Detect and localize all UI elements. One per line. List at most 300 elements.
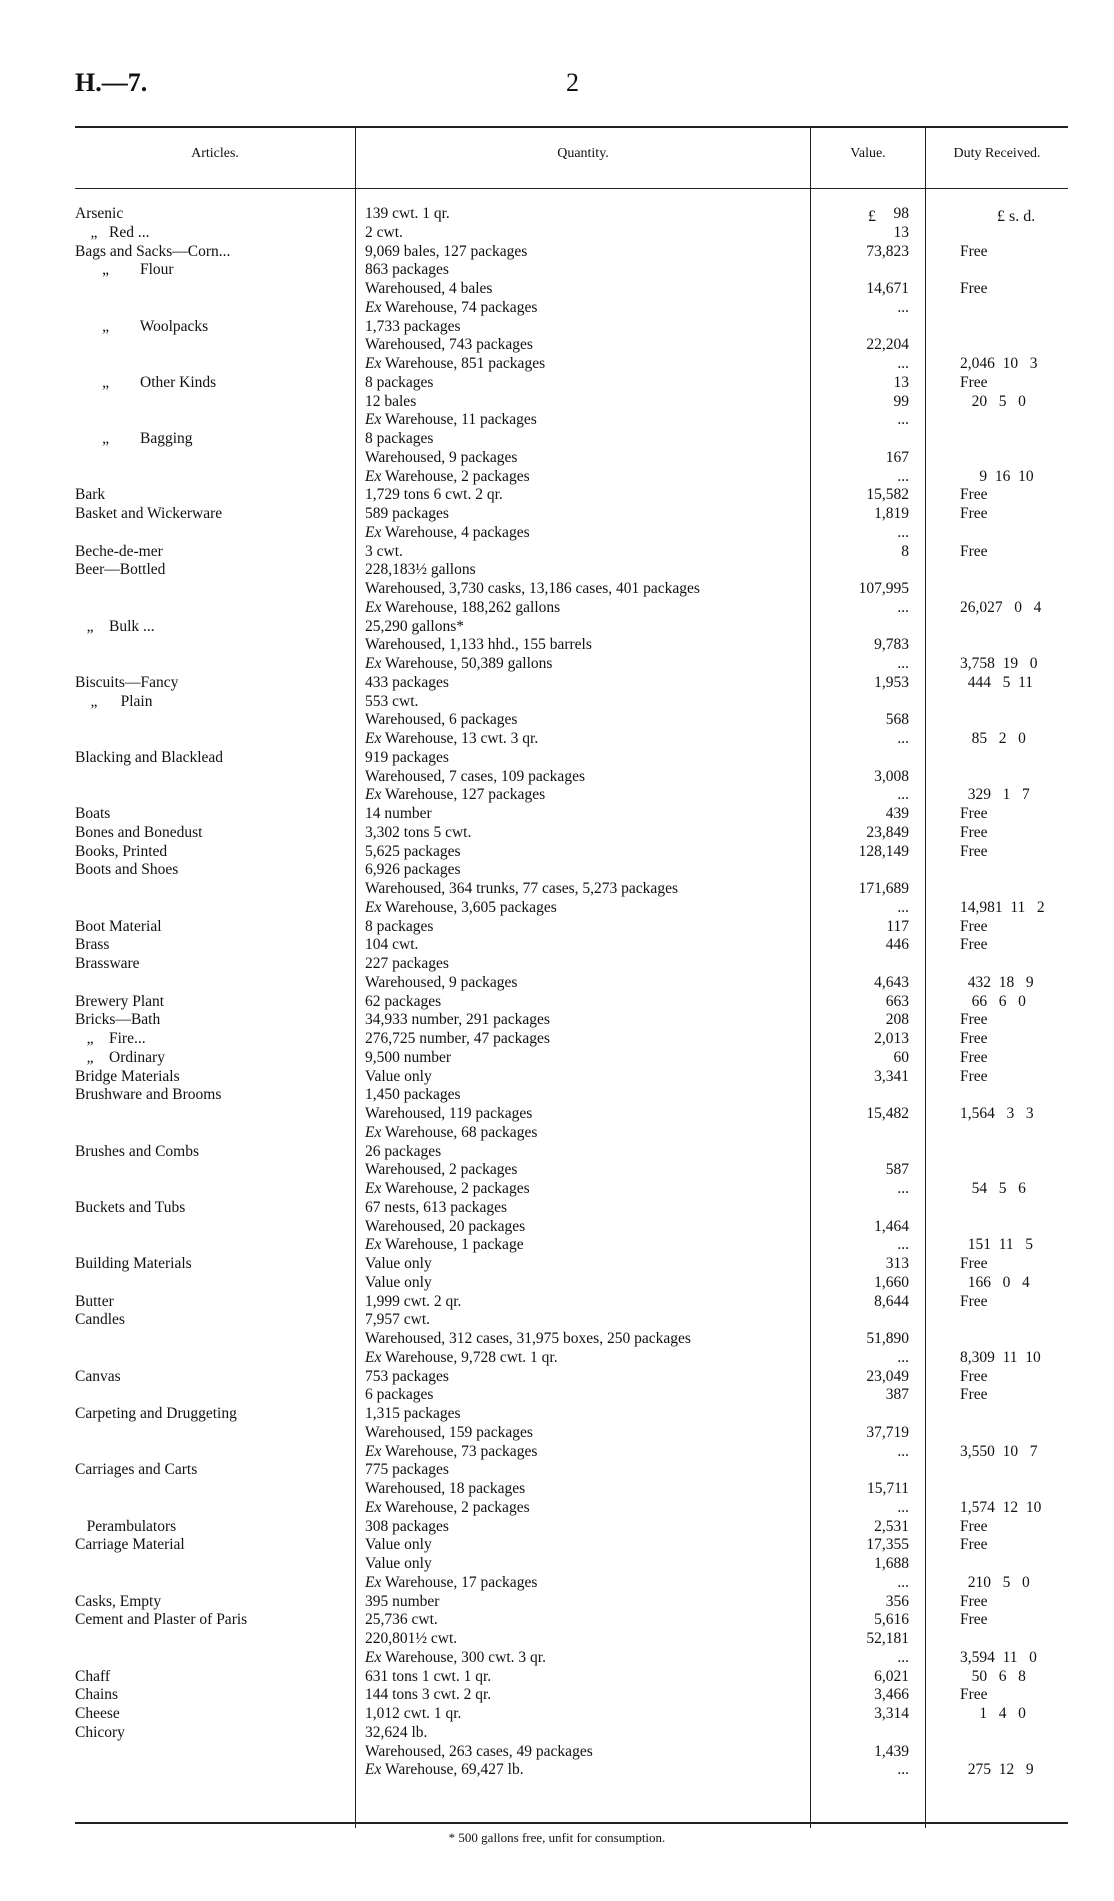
quantity-cell: 589 packages <box>365 505 449 522</box>
table-row <box>0 824 1114 843</box>
value-cell: 22,204 <box>866 336 909 354</box>
quantity-cell: Ex Warehouse, 188,262 gallons <box>365 598 561 616</box>
value-cell: 13 <box>893 223 909 241</box>
quantity-cell: Ex Warehouse, 2 packages <box>365 1498 530 1516</box>
quantity-cell: 1,999 cwt. 2 qr. <box>365 1292 462 1310</box>
quantity-cell: 220,801½ cwt. <box>365 1630 458 1647</box>
article-cell: „ Other Kinds <box>75 373 217 391</box>
duty-cell: Free <box>960 542 988 560</box>
top-rule <box>75 126 1068 128</box>
value-cell: 1,464 <box>874 1217 909 1235</box>
value-cell: 98 <box>893 205 909 222</box>
value-cell: 3,314 <box>874 1705 909 1722</box>
import-table-body <box>0 205 1114 1780</box>
quantity-cell: 863 packages <box>365 261 449 279</box>
article-cell: Brewery Plant <box>75 992 165 1010</box>
quantity-cell: Value only <box>365 1067 432 1085</box>
bottom-rule <box>75 1822 1068 1824</box>
table-row <box>0 393 1114 412</box>
value-cell: ... <box>897 1348 909 1366</box>
article-cell: Casks, Empty <box>75 1592 162 1610</box>
article-cell: Boots and Shoes <box>75 861 179 879</box>
quantity-cell: Value only <box>365 1255 432 1272</box>
table-row <box>0 205 1114 224</box>
duty-cell: Free <box>960 1030 988 1047</box>
quantity-cell: 25,290 gallons* <box>365 617 465 635</box>
duty-cell: 432 18 9 <box>960 973 1034 991</box>
quantity-cell: 553 cwt. <box>365 692 419 710</box>
value-cell: 23,849 <box>866 823 909 841</box>
table-row <box>0 1743 1114 1762</box>
value-cell: 1,953 <box>874 673 909 691</box>
quantity-cell: 276,725 number, 47 packages <box>365 1030 550 1047</box>
value-cell: 4,643 <box>874 973 909 991</box>
article-cell: Buckets and Tubs <box>75 1198 186 1216</box>
article-cell: Biscuits—Fancy <box>75 673 179 691</box>
article-cell: Carriages and Carts <box>75 1461 198 1479</box>
quantity-cell: Ex Warehouse, 127 packages <box>365 786 546 804</box>
table-row <box>0 1236 1114 1255</box>
table-row <box>0 1686 1114 1705</box>
article-cell: „ Flour <box>75 261 174 279</box>
table-row <box>0 1761 1114 1780</box>
duty-cell: Free <box>960 1517 988 1535</box>
duty-cell: Free <box>960 1048 988 1066</box>
table-row <box>0 1368 1114 1387</box>
quantity-cell: 1,450 packages <box>365 1086 461 1104</box>
table-row <box>0 711 1114 730</box>
quantity-cell: 12 bales <box>365 392 417 410</box>
duty-cell: Free <box>960 1367 988 1385</box>
quantity-cell: Ex Warehouse, 1 package <box>365 1236 524 1254</box>
duty-cell: Free <box>960 823 988 841</box>
article-cell: Blacking and Blacklead <box>75 748 224 766</box>
value-cell: 663 <box>885 992 909 1010</box>
table-row <box>0 749 1114 768</box>
table-row <box>0 599 1114 618</box>
quantity-cell: 6 packages <box>365 1386 434 1404</box>
quantity-cell: Ex Warehouse, 851 packages <box>365 355 546 372</box>
value-cell: 171,689 <box>858 880 909 897</box>
quantity-cell: 62 packages <box>365 992 442 1010</box>
value-cell: 23,049 <box>866 1367 909 1385</box>
quantity-cell: Warehoused, 2 packages <box>365 1161 518 1179</box>
quantity-cell: Ex Warehouse, 9,728 cwt. 1 qr. <box>365 1348 558 1366</box>
quantity-cell: Warehoused, 159 packages <box>365 1423 533 1441</box>
value-cell: 446 <box>885 936 909 954</box>
duty-cell: 3,550 10 7 <box>960 1442 1038 1460</box>
table-row <box>0 1143 1114 1162</box>
quantity-cell: Warehoused, 312 cases, 31,975 boxes, 250 packages <box>365 1330 691 1347</box>
duty-cell: Free <box>960 505 988 522</box>
table-row <box>0 1218 1114 1237</box>
article-cell: Brushes and Combs <box>75 1142 199 1160</box>
quantity-cell: Warehoused, 18 packages <box>365 1480 526 1497</box>
value-cell: ... <box>897 1648 909 1666</box>
table-row <box>0 1180 1114 1199</box>
duty-cell: Free <box>960 280 988 297</box>
table-row <box>0 1668 1114 1687</box>
value-cell: ... <box>897 1573 909 1591</box>
duty-cell: 1 4 0 <box>960 1705 1026 1722</box>
column-header-value: Value. <box>850 146 886 161</box>
duty-cell: 3,594 11 0 <box>960 1648 1037 1666</box>
duty-cell: Free <box>960 1292 988 1310</box>
quantity-cell: Warehoused, 119 packages <box>365 1105 533 1122</box>
value-cell: 1,439 <box>874 1742 909 1760</box>
table-row <box>0 805 1114 824</box>
value-cell: 1,819 <box>874 505 909 522</box>
table-row <box>0 336 1114 355</box>
quantity-cell: 3,302 tons 5 cwt. <box>365 823 472 841</box>
duty-cell: Free <box>960 1067 988 1085</box>
quantity-cell: 753 packages <box>365 1367 449 1385</box>
duty-cell: Free <box>960 1592 988 1610</box>
quantity-cell: Value only <box>365 1555 432 1572</box>
value-cell: 117 <box>886 917 909 935</box>
value-cell: 208 <box>885 1011 909 1029</box>
value-cell: 8 <box>901 542 909 560</box>
table-row <box>0 299 1114 318</box>
quantity-cell: 775 packages <box>365 1461 449 1479</box>
value-cell: 2,013 <box>874 1030 909 1047</box>
table-row <box>0 486 1114 505</box>
article-cell: Chains <box>75 1686 119 1704</box>
table-row <box>0 1386 1114 1405</box>
value-cell: ... <box>897 411 909 429</box>
quantity-cell: 1,012 cwt. 1 qr. <box>365 1705 462 1722</box>
quantity-cell: Ex Warehouse, 3,605 packages <box>365 898 557 916</box>
quantity-cell: Ex Warehouse, 13 cwt. 3 qr. <box>365 730 539 747</box>
quantity-cell: 308 packages <box>365 1517 449 1535</box>
table-row <box>0 1068 1114 1087</box>
column-header-quantity: Quantity. <box>557 146 609 161</box>
article-cell: Perambulators <box>75 1517 177 1535</box>
duty-cell: 1,564 3 3 <box>960 1105 1034 1122</box>
table-row <box>0 1105 1114 1124</box>
table-row <box>0 1574 1114 1593</box>
table-row <box>0 918 1114 937</box>
value-cell: 356 <box>885 1592 909 1610</box>
table-row <box>0 1649 1114 1668</box>
table-row <box>0 1311 1114 1330</box>
table-row <box>0 280 1114 299</box>
value-cell: ... <box>897 786 909 804</box>
table-row <box>0 374 1114 393</box>
duty-cell: 2,046 10 3 <box>960 355 1038 372</box>
duty-cell: 151 11 5 <box>960 1236 1034 1254</box>
article-cell: „ Red ... <box>75 223 150 241</box>
value-cell: 15,482 <box>866 1105 909 1122</box>
table-row <box>0 993 1114 1012</box>
duty-cell: Free <box>960 917 988 935</box>
table-row <box>0 1611 1114 1630</box>
table-row <box>0 1255 1114 1274</box>
article-cell: „ Bulk ... <box>75 617 155 635</box>
quantity-cell: 227 packages <box>365 955 449 972</box>
table-row <box>0 243 1114 262</box>
article-cell: Brushware and Brooms <box>75 1086 222 1104</box>
article-cell: Butter <box>75 1292 114 1310</box>
duty-cell: Free <box>960 242 988 260</box>
value-unit-label: £ <box>868 208 876 225</box>
quantity-cell: Warehoused, 6 packages <box>365 711 518 729</box>
duty-cell: Free <box>960 936 988 954</box>
value-cell: 1,660 <box>874 1273 909 1291</box>
value-cell: 9,783 <box>874 636 909 654</box>
value-cell: 167 <box>885 448 909 466</box>
quantity-cell: 9,069 bales, 127 packages <box>365 242 528 260</box>
value-cell: ... <box>897 1761 909 1779</box>
duty-cell: 66 6 0 <box>960 992 1026 1010</box>
value-cell: 6,021 <box>874 1667 909 1685</box>
table-row <box>0 618 1114 637</box>
table-row <box>0 1593 1114 1612</box>
quantity-cell: Warehoused, 1,133 hhd., 155 barrels <box>365 636 592 654</box>
article-cell: Bags and Sacks—Corn... <box>75 242 231 260</box>
table-row <box>0 843 1114 862</box>
duty-cell: Free <box>960 373 988 391</box>
article-cell: Candles <box>75 1311 125 1329</box>
quantity-cell: 631 tons 1 cwt. 1 qr. <box>365 1667 492 1685</box>
table-row <box>0 936 1114 955</box>
header-bottom-rule <box>75 188 1068 189</box>
value-cell: 439 <box>885 805 909 822</box>
article-cell: Beche-de-mer <box>75 542 163 560</box>
value-cell: 60 <box>893 1048 909 1066</box>
table-row <box>0 1199 1114 1218</box>
value-cell: 3,341 <box>874 1067 909 1085</box>
article-cell: Arsenic <box>75 205 124 222</box>
value-cell: 8,644 <box>874 1292 909 1310</box>
duty-cell: Free <box>960 1255 988 1272</box>
value-cell: ... <box>897 355 909 372</box>
table-row <box>0 1011 1114 1030</box>
table-row <box>0 449 1114 468</box>
quantity-cell: Ex Warehouse, 17 packages <box>365 1573 538 1591</box>
article-cell: Carriage Material <box>75 1536 185 1554</box>
value-cell: 1,688 <box>874 1555 909 1572</box>
value-cell: ... <box>897 730 909 747</box>
quantity-cell: Ex Warehouse, 2 packages <box>365 1180 530 1197</box>
table-row <box>0 1630 1114 1649</box>
table-row <box>0 1086 1114 1105</box>
table-row <box>0 955 1114 974</box>
quantity-cell: 2 cwt. <box>365 223 403 241</box>
duty-cell: 1,574 12 10 <box>960 1498 1042 1516</box>
table-row <box>0 655 1114 674</box>
quantity-cell: 6,926 packages <box>365 861 461 879</box>
article-cell: „ Ordinary <box>75 1048 165 1066</box>
column-header-duty: Duty Received. <box>953 146 1041 161</box>
value-cell: 14,671 <box>866 280 909 297</box>
quantity-cell: Warehoused, 9 packages <box>365 973 518 991</box>
quantity-cell: 34,933 number, 291 packages <box>365 1011 550 1029</box>
quantity-cell: Warehoused, 9 packages <box>365 448 518 466</box>
duty-cell: 50 6 8 <box>960 1667 1026 1685</box>
duty-unit-label: £ s. d. <box>997 208 1036 225</box>
quantity-cell: 14 number <box>365 805 432 822</box>
value-cell: ... <box>897 655 909 672</box>
table-row <box>0 1349 1114 1368</box>
duty-cell: Free <box>960 1686 988 1704</box>
duty-cell: Free <box>960 805 988 822</box>
table-row <box>0 1555 1114 1574</box>
quantity-cell: 1,729 tons 6 cwt. 2 qr. <box>365 486 503 504</box>
quantity-cell: 26 packages <box>365 1142 442 1160</box>
table-row <box>0 355 1114 374</box>
quantity-cell: 67 nests, 613 packages <box>365 1198 508 1216</box>
duty-cell: 8,309 11 10 <box>960 1348 1041 1366</box>
duty-cell: Free <box>960 486 988 504</box>
table-row <box>0 1124 1114 1143</box>
value-cell: 3,008 <box>874 767 909 785</box>
table-row <box>0 430 1114 449</box>
article-cell: „ Fire... <box>75 1030 146 1047</box>
value-cell: ... <box>897 1442 909 1460</box>
value-cell: 15,582 <box>866 486 909 504</box>
table-row <box>0 1705 1114 1724</box>
quantity-cell: Ex Warehouse, 73 packages <box>365 1442 538 1460</box>
table-row <box>0 1424 1114 1443</box>
quantity-cell: Ex Warehouse, 4 packages <box>365 523 530 541</box>
table-row <box>0 861 1114 880</box>
table-row <box>0 1443 1114 1462</box>
value-cell: 313 <box>885 1255 909 1272</box>
duty-cell: Free <box>960 1536 988 1554</box>
quantity-cell: Ex Warehouse, 50,389 gallons <box>365 655 553 672</box>
value-cell: 568 <box>885 711 909 729</box>
table-row <box>0 1461 1114 1480</box>
duty-cell: 210 5 0 <box>960 1573 1030 1591</box>
quantity-cell: 1,733 packages <box>365 317 461 335</box>
value-cell: ... <box>897 898 909 916</box>
table-row <box>0 636 1114 655</box>
table-row <box>0 224 1114 243</box>
value-cell: 13 <box>893 373 909 391</box>
quantity-cell: Warehoused, 7 cases, 109 packages <box>365 767 585 785</box>
quantity-cell: Warehoused, 263 cases, 49 packages <box>365 1742 593 1760</box>
quantity-cell: 139 cwt. 1 qr. <box>365 205 450 222</box>
value-cell: ... <box>897 1236 909 1254</box>
quantity-cell: Warehoused, 743 packages <box>365 336 533 354</box>
value-cell: 99 <box>893 392 909 410</box>
article-cell: Beer—Bottled <box>75 561 166 579</box>
table-row <box>0 1274 1114 1293</box>
article-cell: Boats <box>75 805 111 822</box>
table-row <box>0 1293 1114 1312</box>
table-row <box>0 1724 1114 1743</box>
value-cell: 587 <box>885 1161 909 1179</box>
value-cell: ... <box>897 598 909 616</box>
duty-cell: 444 5 11 <box>960 673 1034 691</box>
article-cell: Chicory <box>75 1723 125 1741</box>
quantity-cell: Warehoused, 364 trunks, 77 cases, 5,273 packages <box>365 880 678 897</box>
article-cell: „ Woolpacks <box>75 317 209 335</box>
duty-cell: Free <box>960 1386 988 1404</box>
quantity-cell: 104 cwt. <box>365 936 419 954</box>
quantity-cell: 8 packages <box>365 373 434 391</box>
article-cell: Brassware <box>75 955 140 972</box>
duty-cell: 26,027 0 4 <box>960 598 1042 616</box>
table-row <box>0 768 1114 787</box>
duty-cell: Free <box>960 1611 988 1629</box>
quantity-cell: Value only <box>365 1273 432 1291</box>
duty-cell: 54 5 6 <box>960 1180 1026 1197</box>
article-cell: Boot Material <box>75 917 162 935</box>
value-cell: ... <box>897 1180 909 1197</box>
table-row <box>0 524 1114 543</box>
duty-cell: 9 16 10 <box>960 467 1034 485</box>
table-row <box>0 1536 1114 1555</box>
article-cell: Brass <box>75 936 110 954</box>
quantity-cell: Ex Warehouse, 74 packages <box>365 298 538 316</box>
quantity-cell: Warehoused, 4 bales <box>365 280 493 297</box>
duty-cell: 20 5 0 <box>960 392 1026 410</box>
value-cell: 37,719 <box>866 1423 909 1441</box>
article-cell: Carpeting and Druggeting <box>75 1405 237 1422</box>
duty-cell: 166 0 4 <box>960 1273 1030 1291</box>
footnote: * 500 gallons free, unfit for consumption. <box>448 1830 666 1845</box>
table-row <box>0 411 1114 430</box>
duty-cell: Free <box>960 842 988 860</box>
quantity-cell: 433 packages <box>365 673 449 691</box>
column-header-articles: Articles. <box>191 146 239 161</box>
quantity-cell: 5,625 packages <box>365 842 461 860</box>
table-row <box>0 1330 1114 1349</box>
quantity-cell: 144 tons 3 cwt. 2 qr. <box>365 1686 492 1704</box>
table-row <box>0 580 1114 599</box>
table-row <box>0 899 1114 918</box>
table-row <box>0 1480 1114 1499</box>
value-cell: 51,890 <box>866 1330 909 1347</box>
value-cell: 15,711 <box>866 1480 909 1497</box>
quantity-cell: 228,183½ gallons <box>365 561 476 579</box>
article-cell: Building Materials <box>75 1255 192 1272</box>
value-cell: 52,181 <box>866 1630 909 1647</box>
value-cell: ... <box>897 467 909 485</box>
table-row <box>0 730 1114 749</box>
table-row <box>0 1030 1114 1049</box>
quantity-cell: 7,957 cwt. <box>365 1311 431 1329</box>
table-row <box>0 974 1114 993</box>
value-cell: 73,823 <box>866 242 909 260</box>
quantity-cell: 919 packages <box>365 748 449 766</box>
table-row <box>0 693 1114 712</box>
quantity-cell: Warehoused, 3,730 casks, 13,186 cases, 401 packages <box>365 580 700 597</box>
value-cell: 5,616 <box>874 1611 909 1629</box>
quantity-cell: 8 packages <box>365 917 434 935</box>
article-cell: Canvas <box>75 1367 121 1385</box>
table-row <box>0 543 1114 562</box>
value-cell: 387 <box>885 1386 909 1404</box>
article-cell: Bridge Materials <box>75 1067 180 1085</box>
table-row <box>0 880 1114 899</box>
page-header-code: H.—7. <box>75 68 148 97</box>
quantity-cell: Ex Warehouse, 2 packages <box>365 467 530 485</box>
quantity-cell: Ex Warehouse, 68 packages <box>365 1123 538 1141</box>
quantity-cell: Warehoused, 20 packages <box>365 1217 526 1235</box>
article-cell: Bones and Bonedust <box>75 823 203 841</box>
duty-cell: 329 1 7 <box>960 786 1030 804</box>
table-row <box>0 1499 1114 1518</box>
article-cell: Basket and Wickerware <box>75 505 223 522</box>
table-row <box>0 1405 1114 1424</box>
quantity-cell: 3 cwt. <box>365 542 403 560</box>
quantity-cell: 25,736 cwt. <box>365 1611 438 1629</box>
duty-cell: 3,758 19 0 <box>960 655 1038 672</box>
table-row <box>0 261 1114 280</box>
